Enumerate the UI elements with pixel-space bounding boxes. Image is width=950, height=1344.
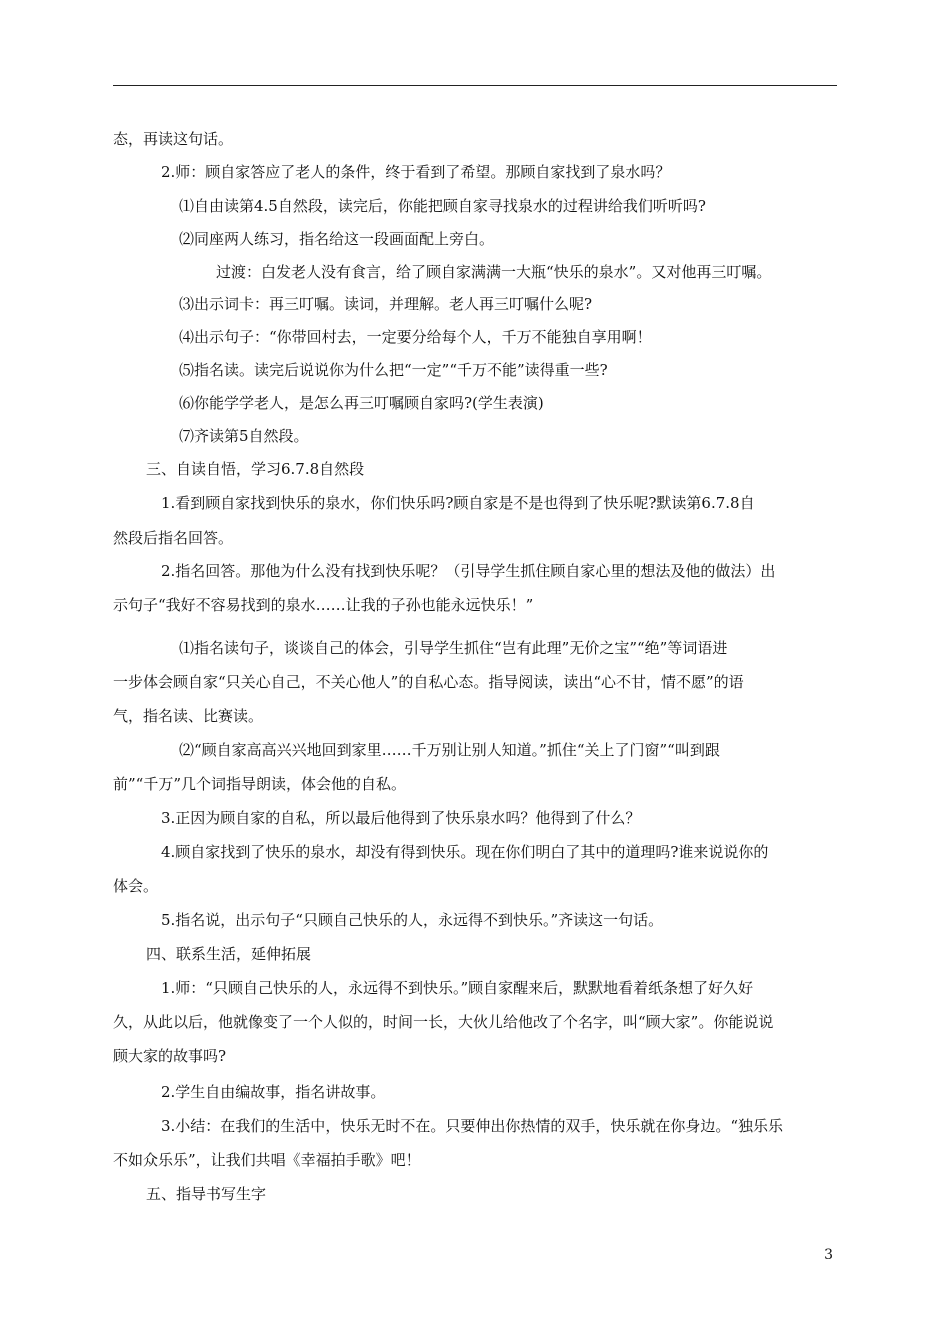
text-line: 体会。 (113, 877, 159, 895)
text-line: 5.指名说，出示句子“只顾自己快乐的人，永远得不到快乐。”齐读这一句话。 (161, 911, 664, 929)
text-line: 不如众乐乐”，让我们共唱《幸福拍手歌》吧！ (113, 1151, 421, 1169)
text-line: 2.师：顾自家答应了老人的条件，终于看到了希望。那顾自家找到了泉水吗？ (161, 163, 671, 181)
text-line: 气，指名读、比赛读。 (113, 707, 264, 725)
text-line: 1.师：“只顾自己快乐的人，永远得不到快乐。”顾自家醒来后，默默地看着纸条想了好久好 (161, 979, 754, 997)
text-line: 一步体会顾自家“只关心自己，不关心他人”的自私心态。指导阅读，读出“心不甘，情不愿”的语 (113, 673, 744, 691)
text-line: ⑴指名读句子，谈谈自己的体会，引导学生抓住“岂有此理”无价之宝”“绝”等词语进 (179, 639, 728, 657)
text-line: ⑵“顾自家高高兴兴地回到家里……千万别让别人知道。”抓住“关上了门窗”“叫到跟 (179, 741, 720, 759)
text-line: ⑸指名读。读完后说说你为什么把“一定”“千万不能”读得重一些? (179, 361, 608, 379)
text-line: 2.学生自由编故事，指名讲故事。 (161, 1083, 386, 1101)
text-line: 3.小结：在我们的生活中，快乐无时不在。只要伸出你热情的双手，快乐就在你身边。“独乐乐 (161, 1117, 783, 1135)
text-line: ⑺齐读第5自然段。 (179, 427, 309, 445)
text-line: 示句子“我好不容易找到的泉水……让我的子孙也能永远快乐！” (113, 596, 534, 614)
text-line: 然段后指名回答。 (113, 529, 234, 547)
text-line: ⑴自由读第4.5自然段，读完后，你能把顾自家寻找泉水的过程讲给我们听听吗? (179, 197, 706, 215)
text-line: 1.看到顾自家找到快乐的泉水，你们快乐吗?顾自家是不是也得到了快乐呢?默读第6.7.8自 (161, 494, 755, 512)
text-line: 顾大家的故事吗? (113, 1047, 227, 1065)
section-heading: 四、联系生活，延伸拓展 (146, 945, 312, 963)
text-line: ⑹你能学学老人，是怎么再三叮嘱顾自家吗?(学生表演) (179, 394, 544, 412)
text-line: 前”“千万”几个词指导朗读，体会他的自私。 (113, 775, 407, 793)
section-heading: 三、自读自悟，学习6.7.8自然段 (146, 460, 365, 478)
text-line: ⑵同座两人练习，指名给这一段画面配上旁白。 (179, 230, 495, 248)
header-rule (113, 85, 837, 86)
text-line: 3.正因为顾自家的自私，所以最后他得到了快乐泉水吗？他得到了什么？ (161, 809, 641, 827)
page-number: 3 (824, 1247, 833, 1263)
text-line: ⑷出示句子：“你带回村去，一定要分给每个人，千万不能独自享用啊！ (179, 328, 652, 346)
text-line: 态，再读这句话。 (113, 130, 234, 148)
text-line: 4.顾自家找到了快乐的泉水，却没有得到快乐。现在你们明白了其中的道理吗?谁来说说你的 (161, 843, 769, 861)
section-heading: 五、指导书写生字 (146, 1185, 267, 1203)
text-line: 过渡：白发老人没有食言，给了顾自家满满一大瓶“快乐的泉水”。又对他再三叮嘱。 (216, 263, 772, 281)
text-line: 久，从此以后，他就像变了一个人似的，时间一长，大伙儿给他改了个名字，叫“顾大家”。你能说说 (113, 1013, 774, 1031)
text-line: ⑶出示词卡：再三叮嘱。读词，并理解。老人再三叮嘱什么呢? (179, 295, 593, 313)
text-line: 2.指名回答。那他为什么没有找到快乐呢？（引导学生抓住顾自家心里的想法及他的做法）出 (161, 562, 776, 580)
